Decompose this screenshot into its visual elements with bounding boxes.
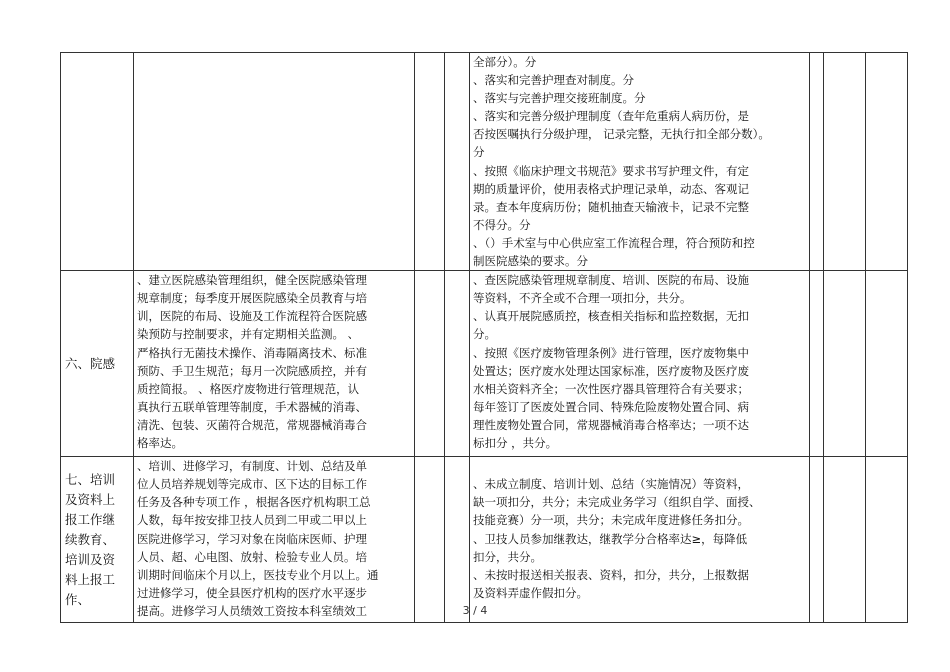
- method-line: 期的质量评价，使用表格式护理记录单，动态、客观记: [473, 181, 749, 196]
- method-line: 水相关资料齐全；一次性医疗器具管理符合有关要求；: [473, 381, 749, 396]
- standard-line: 人数，每年按安排卫技人员到二甲或二甲以上: [137, 513, 367, 528]
- method-line: 理性废物处置合同，常规器械消毒合格率达；一项不达: [473, 417, 749, 432]
- standard-line: 位人员培养规划等完成市、区下达的目标工作: [137, 477, 367, 492]
- standard-line: 任务及各种专项工作 ，根据各医疗机构职工总: [137, 495, 371, 510]
- table-row: [61, 53, 908, 271]
- score-cell: [824, 53, 866, 271]
- method-cell: [470, 457, 810, 623]
- category-cell: 六、院感: [61, 271, 134, 457]
- method-line: 、（）手术室与中心供应室工作流程合理，符合预防和控: [473, 235, 755, 250]
- standard-cell: [134, 53, 415, 271]
- blank-cell: [810, 271, 824, 457]
- method-line: 、未成立制度、培训计划、总结（实施情况）等资料，: [473, 477, 749, 492]
- method-line: 、查医院感染管理规章制度、培训、医院的布局、设施: [473, 273, 749, 288]
- standard-line: 训，医院的布局、设施及工作流程符合医院感: [137, 309, 367, 324]
- method-line: 全部分）。分: [473, 55, 537, 69]
- method-line: 缺一项扣分，共分；未完成业务学习（组织自学、面授、: [473, 495, 761, 510]
- method-line: 每年签订了医废处置合同、特殊危险废物处置合同、病: [473, 399, 749, 414]
- method-line: 、落实和完善护理查对制度。分: [473, 73, 634, 88]
- method-line: 录。查本年度病历份；随机抽查天输液卡，记录不完整: [473, 199, 749, 214]
- standard-line: 格率达。: [137, 435, 183, 450]
- standard-line: 预防、手卫生规范；每月一次院感质控，并有: [137, 363, 367, 378]
- standard-line: 训期时间临床个月以上，医技专业个月以上。通: [137, 567, 379, 582]
- standard-line: 过进修学习，使全县医疗机构的医疗水平逐步: [137, 585, 367, 600]
- method-line: 技能竞赛）分一项，共分；未完成年度进修任务扣分。: [473, 513, 749, 528]
- method-line: 分。: [473, 327, 496, 342]
- category-line: 七、培训: [65, 471, 116, 487]
- method-line: 、未按时报送相关报表、资料，扣分，共分，上报数据: [473, 567, 749, 582]
- method-line: 、认真开展院感质控，核查相关指标和监控数据，无扣: [473, 309, 749, 324]
- method-line: 、按照《临床护理文书规范》要求书写护理文件，有定: [473, 163, 749, 178]
- note-cell: [866, 271, 908, 457]
- note-cell: [866, 457, 908, 623]
- method-line: 否按医嘱执行分级护理， 记录完整，无执行扣全部分数）。: [473, 127, 770, 142]
- standard-cell: [134, 271, 415, 457]
- assessment-table: [60, 52, 908, 623]
- standard-line: 规章制度；每季度开展医院感染全员教育与培: [137, 291, 367, 306]
- method-line: [473, 457, 806, 475]
- blank-cell: [415, 53, 445, 271]
- standard-line: 、建立医院感染管理组织，健全医院感染管理: [137, 273, 367, 288]
- standard-line: 质控简报。 、格医疗废物进行管理规范，认: [137, 381, 360, 396]
- table-row: [61, 457, 908, 623]
- method-line: 不得分。分: [473, 217, 531, 232]
- category-line: 报工作继: [65, 511, 116, 527]
- score-cell: [824, 271, 866, 457]
- page-indicator: 3 / 4: [462, 604, 488, 617]
- category-line: 料上报工: [65, 571, 116, 587]
- score-cell: [824, 457, 866, 623]
- category-line: 作、: [65, 591, 91, 607]
- category-line: 续教育、: [65, 531, 116, 547]
- method-line: 、按照《医疗废物管理条例》进行管理，医疗废物集中: [473, 345, 749, 360]
- method-line: 、落实与完善护理交接班制度。分: [473, 91, 646, 106]
- method-line: 及资料弄虚作假扣分。: [473, 585, 588, 600]
- category-line: 培训及资: [65, 551, 116, 567]
- blank-cell: [445, 457, 470, 623]
- method-line: 标扣分 ，共分。: [473, 435, 558, 450]
- category-cell: [61, 457, 134, 623]
- standard-line: 、培训、进修学习，有制度、计划、总结及单: [137, 459, 367, 474]
- standard-line: 提高。进修学习人员绩效工资按本科室绩效工: [137, 603, 367, 618]
- method-line: 制医院感染的要求。分: [473, 254, 588, 269]
- category-line: 及资料上: [65, 491, 116, 507]
- method-line: 分: [473, 145, 485, 160]
- method-cell: [470, 53, 810, 271]
- note-cell: [866, 53, 908, 271]
- standard-cell: [134, 457, 415, 623]
- blank-cell: [445, 271, 470, 457]
- method-line: 处置达；医疗废水处理达国家标准，医疗废物及医疗废: [473, 363, 749, 378]
- category-cell: [61, 53, 134, 271]
- blank-cell: [415, 457, 445, 623]
- standard-line: 人员、超、心电图、放射、检验专业人员。培: [137, 549, 367, 564]
- standard-line: 医院进修学习，学习对象在岗临床医师、护理: [137, 531, 367, 546]
- standard-line: 染预防与控制要求，并有定期相关监测。 、: [137, 327, 360, 342]
- blank-cell: [445, 53, 470, 271]
- blank-cell: [810, 53, 824, 271]
- method-line: 等资料，不齐全或不合理一项扣分，共分。: [473, 291, 692, 306]
- standard-line: 严格执行无菌技术操作、消毒隔离技术、标准: [137, 345, 367, 360]
- method-line: 扣分，共分。: [473, 549, 542, 564]
- blank-cell: [810, 457, 824, 623]
- method-line: 、卫技人员参加继教达，继教学分合格率达≥，每降低: [473, 531, 748, 546]
- table-row: [61, 271, 908, 457]
- blank-cell: [415, 271, 445, 457]
- method-line: 、落实和完善分级护理制度（查年危重病人病历份，是: [473, 109, 749, 124]
- standard-line: 清洗、包装、灭菌符合规范，常规器械消毒合: [137, 417, 367, 432]
- method-cell: [470, 271, 810, 457]
- standard-line: 真执行五联单管理等制度，手术器械的消毒、: [137, 399, 367, 414]
